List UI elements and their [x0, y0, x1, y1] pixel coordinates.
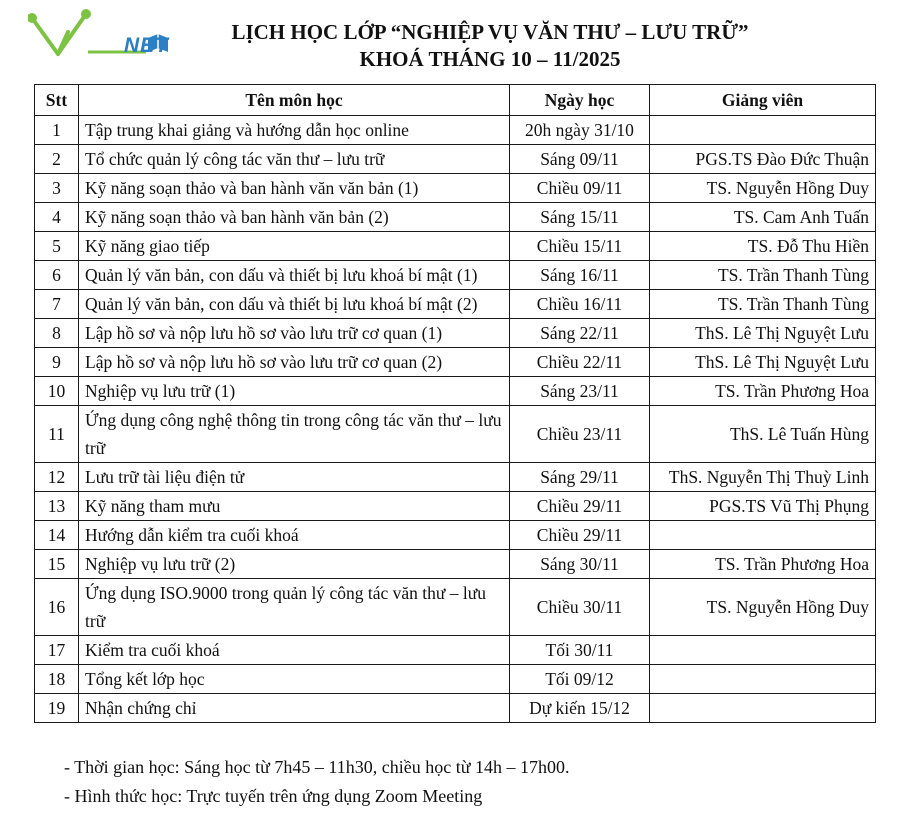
table-row — [35, 377, 876, 406]
logo-text: NET — [124, 34, 169, 57]
cell-date: Sáng 29/11 — [510, 463, 650, 492]
cell-stt: 11 — [35, 406, 79, 463]
table-row — [35, 550, 876, 579]
cell-date: Sáng 09/11 — [510, 145, 650, 174]
table-row — [35, 406, 876, 463]
cell-date: Chiều 30/11 — [510, 579, 650, 636]
cell-stt: 6 — [35, 261, 79, 290]
cell-date: Sáng 16/11 — [510, 261, 650, 290]
cell-subject: Tổ chức quản lý công tác văn thư – lưu trữ — [79, 145, 510, 174]
cell-stt: 7 — [35, 290, 79, 319]
cell-date: Chiều 23/11 — [510, 406, 650, 463]
cell-stt: 18 — [35, 665, 79, 694]
cell-subject: Kỹ năng tham mưu — [79, 492, 510, 521]
cell-date: Sáng 15/11 — [510, 203, 650, 232]
cell-stt: 13 — [35, 492, 79, 521]
table-row — [35, 145, 876, 174]
cell-date: Sáng 30/11 — [510, 550, 650, 579]
cell-date: Dự kiến 15/12 — [510, 694, 650, 723]
cell-stt: 8 — [35, 319, 79, 348]
cell-lecturer: ThS. Lê Tuấn Hùng — [650, 406, 876, 463]
cell-subject: Kỹ năng soạn thảo và ban hành văn văn bản (1) — [79, 174, 510, 203]
cell-lecturer: TS. Trần Thanh Tùng — [650, 261, 876, 290]
cell-stt: 9 — [35, 348, 79, 377]
cell-subject: Ứng dụng công nghệ thông tin trong công tác văn thư – lưu trữ — [79, 406, 510, 463]
cell-date: Tối 09/12 — [510, 665, 650, 694]
cell-date: Tối 30/11 — [510, 636, 650, 665]
note-study-format: - Hình thức học: Trực tuyến trên ứng dụng Zoom Meeting — [64, 786, 483, 806]
col-header-stt: Stt — [35, 85, 79, 116]
cell-subject: Nhận chứng chỉ — [79, 694, 510, 723]
note-study-time: - Thời gian học: Sáng học từ 7h45 – 11h30, chiều học từ 14h – 17h00. — [64, 757, 570, 777]
cell-subject: Tập trung khai giảng và hướng dẫn học online — [79, 116, 510, 145]
table-row — [35, 492, 876, 521]
table-row — [35, 636, 876, 665]
cell-lecturer: ThS. Lê Thị Nguyệt Lưu — [650, 348, 876, 377]
cell-stt: 5 — [35, 232, 79, 261]
cell-lecturer: ThS. Lê Thị Nguyệt Lưu — [650, 319, 876, 348]
cell-lecturer: PGS.TS Đào Đức Thuận — [650, 145, 876, 174]
col-header-lecturer: Giảng viên — [650, 85, 876, 116]
cell-date: Chiều 09/11 — [510, 174, 650, 203]
cell-subject: Lập hồ sơ và nộp lưu hồ sơ vào lưu trữ cơ quan (1) — [79, 319, 510, 348]
cell-stt: 12 — [35, 463, 79, 492]
cell-lecturer: TS. Nguyễn Hồng Duy — [650, 579, 876, 636]
cell-stt: 14 — [35, 521, 79, 550]
cell-date: Sáng 23/11 — [510, 377, 650, 406]
table-row — [35, 579, 876, 636]
page-title: LỊCH HỌC LỚP “NGHIỆP VỤ VĂN THƯ – LƯU TRỮ” — [231, 20, 749, 44]
cell-date: Chiều 29/11 — [510, 521, 650, 550]
cell-stt: 10 — [35, 377, 79, 406]
cell-lecturer: TS. Trần Thanh Tùng — [650, 290, 876, 319]
cell-lecturer — [650, 636, 876, 665]
cell-lecturer: TS. Nguyễn Hồng Duy — [650, 174, 876, 203]
schedule-table — [34, 84, 876, 723]
cell-subject: Quản lý văn bản, con dấu và thiết bị lưu khoá bí mật (1) — [79, 261, 510, 290]
cell-lecturer: TS. Cam Anh Tuấn — [650, 203, 876, 232]
cell-stt: 4 — [35, 203, 79, 232]
cell-date: Chiều 29/11 — [510, 492, 650, 521]
cell-stt: 17 — [35, 636, 79, 665]
table-header-row — [35, 85, 876, 116]
table-row — [35, 232, 876, 261]
cell-lecturer: ThS. Nguyễn Thị Thuỳ Linh — [650, 463, 876, 492]
table-row — [35, 521, 876, 550]
cell-lecturer — [650, 694, 876, 723]
table-row — [35, 174, 876, 203]
page-subtitle: KHOÁ THÁNG 10 – 11/2025 — [359, 47, 621, 71]
cell-subject: Kỹ năng soạn thảo và ban hành văn bản (2) — [79, 203, 510, 232]
col-header-subject: Tên môn học — [79, 85, 510, 116]
cell-subject: Lưu trữ tài liệu điện tử — [79, 463, 510, 492]
cell-date: Chiều 22/11 — [510, 348, 650, 377]
cell-stt: 3 — [35, 174, 79, 203]
cell-lecturer: TS. Trần Phương Hoa — [650, 550, 876, 579]
cell-lecturer: TS. Đỗ Thu Hiền — [650, 232, 876, 261]
cell-stt: 16 — [35, 579, 79, 636]
cell-subject: Kỹ năng giao tiếp — [79, 232, 510, 261]
table-row — [35, 665, 876, 694]
cell-date: Sáng 22/11 — [510, 319, 650, 348]
cell-subject: Quản lý văn bản, con dấu và thiết bị lưu khoá bí mật (2) — [79, 290, 510, 319]
cell-lecturer — [650, 521, 876, 550]
col-header-date: Ngày học — [510, 85, 650, 116]
cell-lecturer: PGS.TS Vũ Thị Phụng — [650, 492, 876, 521]
table-row — [35, 348, 876, 377]
table-row — [35, 694, 876, 723]
cell-subject: Nghiệp vụ lưu trữ (2) — [79, 550, 510, 579]
cell-lecturer: TS. Trần Phương Hoa — [650, 377, 876, 406]
table-row — [35, 319, 876, 348]
cell-stt: 1 — [35, 116, 79, 145]
table-row — [35, 203, 876, 232]
cell-lecturer — [650, 116, 876, 145]
table-row — [35, 116, 876, 145]
cell-lecturer — [650, 665, 876, 694]
cell-date: 20h ngày 31/10 — [510, 116, 650, 145]
cell-stt: 15 — [35, 550, 79, 579]
cell-subject: Kiểm tra cuối khoá — [79, 636, 510, 665]
cell-date: Chiều 15/11 — [510, 232, 650, 261]
cell-subject: Tổng kết lớp học — [79, 665, 510, 694]
table-row — [35, 463, 876, 492]
cell-subject: Hướng dẫn kiểm tra cuối khoá — [79, 521, 510, 550]
table-row — [35, 261, 876, 290]
cell-date: Chiều 16/11 — [510, 290, 650, 319]
cell-subject: Ứng dụng ISO.9000 trong quản lý công tác văn thư – lưu trữ — [79, 579, 510, 636]
table-row — [35, 290, 876, 319]
cell-subject: Nghiệp vụ lưu trữ (1) — [79, 377, 510, 406]
vnet-logo — [28, 8, 178, 70]
cell-stt: 19 — [35, 694, 79, 723]
cell-stt: 2 — [35, 145, 79, 174]
cell-subject: Lập hồ sơ và nộp lưu hồ sơ vào lưu trữ cơ quan (2) — [79, 348, 510, 377]
